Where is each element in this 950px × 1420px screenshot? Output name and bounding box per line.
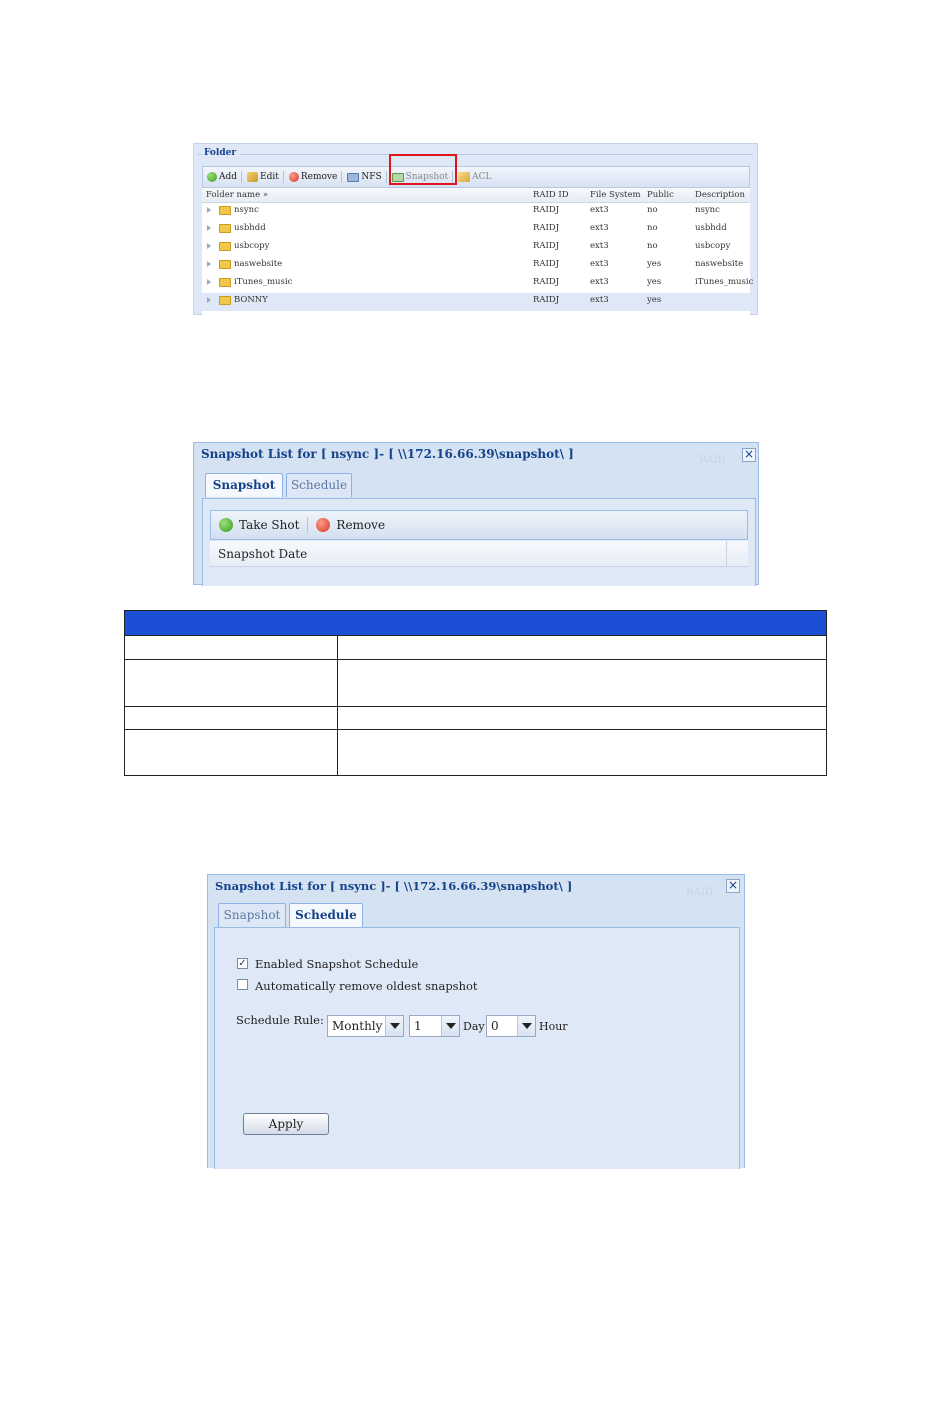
table-row — [125, 706, 826, 729]
acl-label: ACL — [472, 172, 492, 182]
watermark: RAID — [686, 887, 713, 898]
enable-schedule-label: Enabled Snapshot Schedule — [255, 957, 419, 971]
edit-label: Edit — [260, 172, 279, 182]
file-system: ext3 — [590, 295, 609, 305]
folder-icon — [219, 242, 231, 251]
toolbar-separator — [241, 171, 242, 183]
description: usbhdd — [695, 223, 727, 233]
column-snapshot-date[interactable]: Snapshot Date — [218, 547, 308, 561]
folder-icon — [219, 206, 231, 215]
folder-icon — [219, 224, 231, 233]
folder-name: usbcopy — [234, 241, 270, 251]
public: yes — [647, 277, 662, 287]
snapshot-toolbar — [210, 510, 748, 540]
legend-divider — [198, 154, 753, 155]
toolbar-separator — [283, 171, 284, 183]
schedule-form — [214, 927, 740, 1169]
public: no — [647, 223, 658, 233]
take-shot-label: Take Shot — [239, 518, 300, 532]
folder-icon — [219, 278, 231, 287]
remove-button[interactable] — [289, 172, 337, 182]
column-file-system[interactable]: File System — [590, 190, 641, 200]
expand-arrow-icon[interactable] — [207, 261, 211, 267]
table-row — [125, 729, 826, 775]
snapshot-grid-header — [210, 541, 748, 567]
folder-name: iTunes_music — [234, 277, 293, 287]
file-system: ext3 — [590, 205, 609, 215]
tab-schedule[interactable]: Schedule — [286, 473, 352, 497]
expand-arrow-icon[interactable] — [207, 225, 211, 231]
add-label: Add — [219, 172, 238, 182]
column-raid-id[interactable]: RAID ID — [533, 190, 569, 200]
grid-header — [202, 188, 750, 203]
tab-snapshot[interactable]: Snapshot — [218, 903, 286, 927]
file-system: ext3 — [590, 277, 609, 287]
add-icon — [207, 172, 217, 182]
toolbar-separator — [341, 171, 342, 183]
expand-arrow-icon[interactable] — [207, 243, 211, 249]
schedule-rule-label: Schedule Rule: — [236, 1013, 324, 1027]
hour-label: Hour — [539, 1020, 568, 1033]
table-row[interactable] — [202, 239, 750, 257]
remove-snapshot-button[interactable] — [316, 518, 385, 532]
description: naswebsite — [695, 259, 744, 269]
table-row — [125, 659, 826, 706]
raid-id: RAIDJ — [533, 205, 560, 215]
acl-icon — [458, 172, 470, 182]
column-public[interactable]: Public — [647, 190, 674, 200]
snapshot-label: Snapshot — [405, 172, 449, 182]
dialog-title: Snapshot List for [ nsync ]- [ \\172.16.66.39\snapshot\ ] — [215, 879, 573, 893]
column-divider — [337, 635, 338, 775]
add-button[interactable] — [207, 172, 237, 182]
folder-icon — [219, 296, 231, 305]
snapshot-dialog — [193, 442, 759, 585]
expand-arrow-icon[interactable] — [207, 207, 211, 213]
auto-remove-checkbox[interactable] — [237, 979, 248, 990]
raid-id: RAIDJ — [533, 295, 560, 305]
schedule-dialog — [207, 874, 745, 1168]
file-system: ext3 — [590, 241, 609, 251]
public: no — [647, 241, 658, 251]
close-icon[interactable]: × — [727, 878, 739, 892]
raid-id: RAIDJ — [533, 259, 560, 269]
close-icon[interactable]: × — [743, 447, 755, 461]
watermark: RAID — [699, 455, 726, 466]
folder-name: BONNY — [234, 295, 268, 305]
table-row[interactable] — [202, 203, 750, 221]
public: no — [647, 205, 658, 215]
hour-value: 0 — [491, 1019, 499, 1033]
table-row[interactable] — [202, 257, 750, 275]
description: nsync — [695, 205, 720, 215]
public: yes — [647, 295, 662, 305]
table-row-selected[interactable] — [202, 293, 750, 311]
description: usbcopy — [695, 241, 731, 251]
folder-legend: Folder — [204, 148, 237, 158]
acl-button[interactable] — [458, 172, 491, 182]
table-row[interactable] — [202, 221, 750, 239]
raid-id: RAIDJ — [533, 277, 560, 287]
table-row — [125, 635, 826, 659]
chevron-down-icon[interactable] — [441, 1016, 459, 1036]
column-description[interactable]: Description — [695, 190, 745, 200]
day-value: 1 — [414, 1019, 422, 1033]
apply-button[interactable]: Apply — [243, 1113, 329, 1135]
take-shot-button[interactable] — [219, 518, 299, 532]
expand-arrow-icon[interactable] — [207, 297, 211, 303]
hour-select[interactable] — [486, 1015, 536, 1037]
auto-remove-label: Automatically remove oldest snapshot — [255, 979, 478, 993]
description: iTunes_music — [695, 277, 754, 287]
toolbar-separator — [386, 171, 387, 183]
public: yes — [647, 259, 662, 269]
edit-icon — [247, 172, 258, 182]
frequency-value: Monthly — [332, 1019, 383, 1033]
chevron-down-icon[interactable] — [517, 1016, 535, 1036]
remove-icon — [289, 172, 299, 182]
tab-schedule[interactable]: Schedule — [289, 903, 363, 927]
remove-label: Remove — [300, 172, 338, 182]
file-system: ext3 — [590, 223, 609, 233]
folder-icon — [219, 260, 231, 269]
nfs-button[interactable] — [347, 172, 381, 182]
remove-icon — [316, 518, 330, 532]
chevron-down-icon[interactable] — [385, 1016, 403, 1036]
expand-arrow-icon[interactable] — [207, 279, 211, 285]
frequency-select[interactable] — [327, 1015, 404, 1037]
tab-snapshot[interactable]: Snapshot — [205, 473, 283, 497]
dialog-title: Snapshot List for [ nsync ]- [ \\172.16.66.39\snapshot\ ] — [201, 447, 574, 461]
day-select[interactable] — [409, 1015, 460, 1037]
tab-strip — [202, 472, 756, 499]
file-system: ext3 — [590, 259, 609, 269]
folder-name: nsync — [234, 205, 259, 215]
day-label: Day — [463, 1020, 485, 1033]
folder-name: usbhdd — [234, 223, 266, 233]
enable-schedule-checkbox[interactable]: ✓ — [238, 958, 247, 969]
column-folder-name[interactable]: Folder name » — [206, 190, 269, 200]
folder-panel — [193, 143, 758, 315]
table-header-bar — [125, 611, 826, 635]
table-row[interactable] — [202, 275, 754, 293]
folder-name: naswebsite — [234, 259, 283, 269]
add-icon — [219, 518, 233, 532]
remove-snapshot-label: Remove — [336, 518, 386, 532]
description-table — [124, 610, 827, 776]
snapshot-highlight-box — [389, 154, 457, 185]
raid-id: RAIDJ — [533, 241, 560, 251]
nfs-icon — [347, 173, 359, 182]
nfs-label: NFS — [361, 172, 382, 182]
folder-grid — [202, 188, 754, 315]
folder-toolbar — [202, 166, 750, 188]
tab-strip — [214, 902, 740, 928]
edit-button[interactable] — [247, 172, 279, 182]
toolbar-separator — [307, 517, 308, 533]
raid-id: RAIDJ — [533, 223, 560, 233]
